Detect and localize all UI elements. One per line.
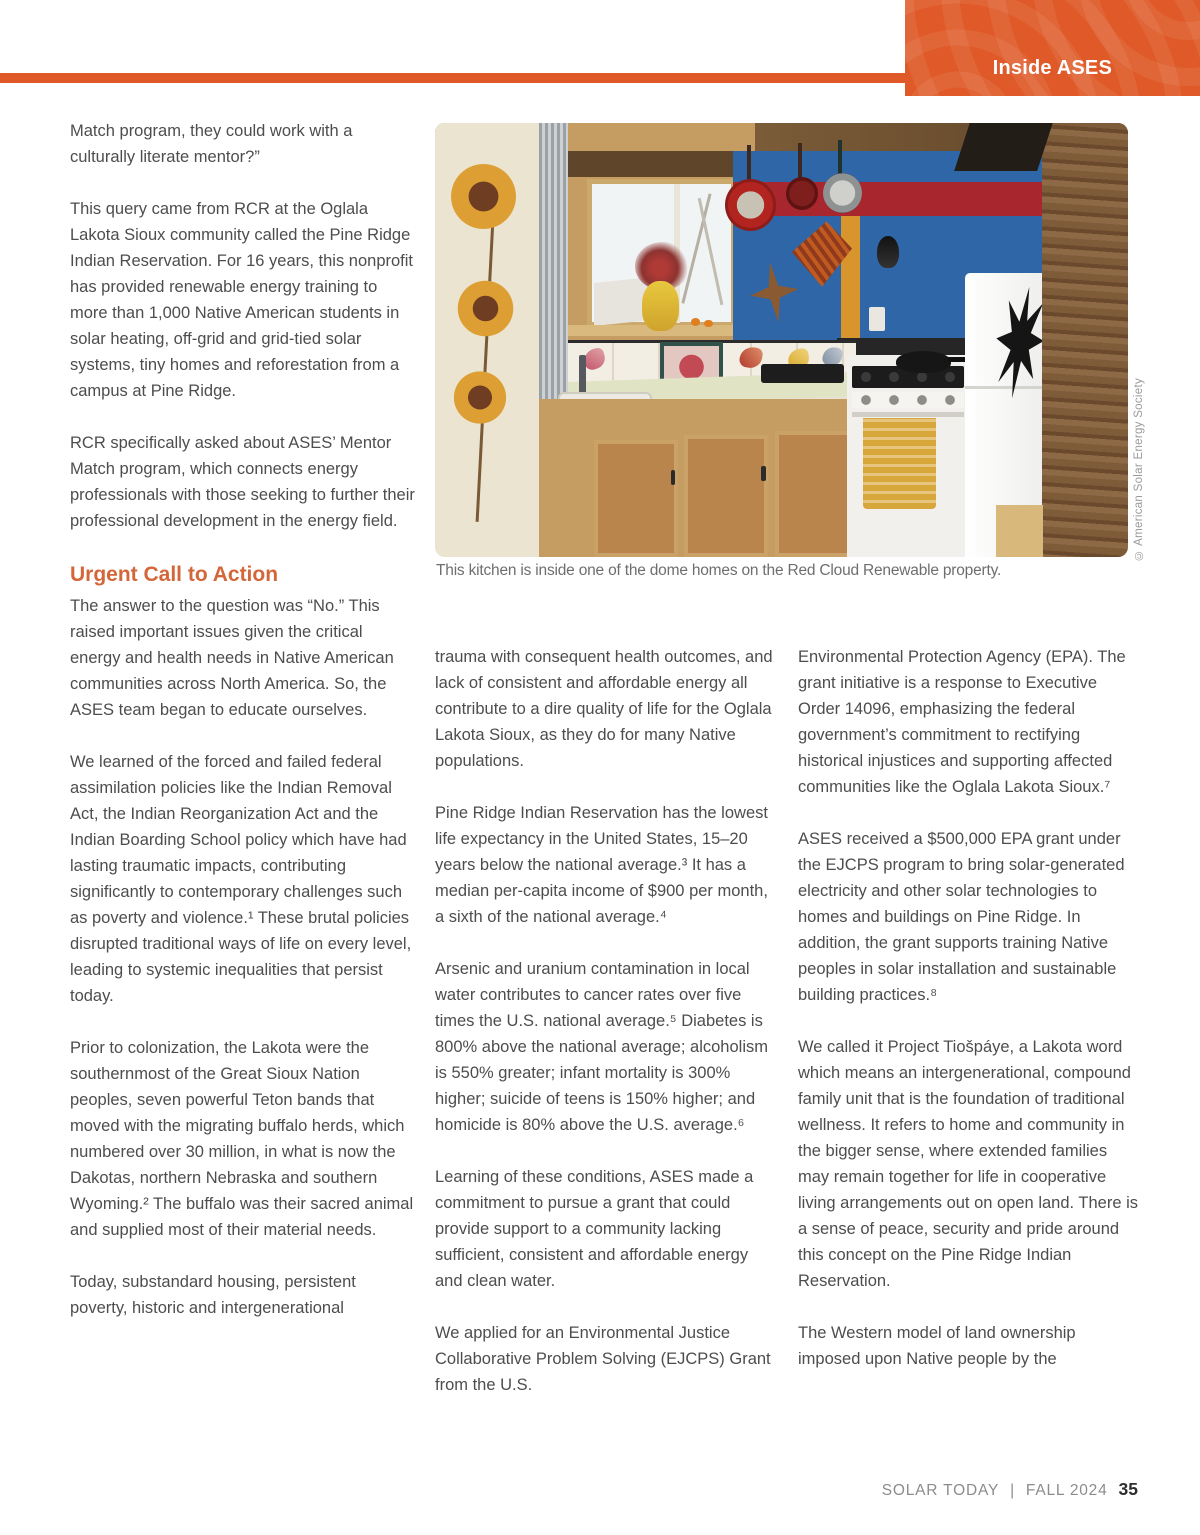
paragraph: Arsenic and uranium contamination in local water contributes to cancer rates over five times the U.S. national average.⁵ Diabetes is 800% above the national average; alcoholism is 550% greater; infant mortality is 300% higher; suicide of teens is 150% higher; and homicide is 80% above the U.S. average.⁶ xyxy=(435,960,768,1134)
footer-separator: | xyxy=(1010,1482,1015,1499)
photo-sunflower-middle xyxy=(456,279,515,338)
photo-caption: This kitchen is inside one of the dome homes on the Red Cloud Renewable property. xyxy=(436,562,1002,579)
photo-credit: © American Solar Energy Society xyxy=(1133,377,1145,561)
paragraph: Prior to colonization, the Lakota were the southernmost of the Great Sioux Nation peoples, seven powerful Teton bands that moved with the migrating buffalo herds, which numbered over 30 million, in what is now the Dakotas, northern Nebraska and southern Wyoming.² The buffalo was their sacred animal and supplied most of their material needs. xyxy=(70,1039,414,1239)
paragraph: ASES received a $500,000 EPA grant under the EJCPS program to bring solar-generated electricity and other solar technologies to homes and buildings on Pine Ridge. In addition, the grant supports training Native peoples in solar installation and sustainable building practices.⁸ xyxy=(798,830,1125,1004)
column-1 xyxy=(70,118,417,1321)
photo-refrigerator-door-seam xyxy=(965,386,1054,389)
paragraph: Environmental Protection Agency (EPA). The grant initiative is a response to Executive Order 14096, emphasizing the federal government’s commitment to rectifying historical injustices and supporting affected communities like the Oglala Lakota Sioux.⁷ xyxy=(798,648,1126,796)
page-footer xyxy=(882,1479,1138,1500)
paragraph: RCR specifically asked about ASES’ Mentor Match program, which connects energy professionals with those seeking to further their professional development in the energy field. xyxy=(70,434,415,530)
kitchen-photo xyxy=(435,123,1128,557)
photo-cabinet-handle xyxy=(761,466,766,481)
paragraph: We called it Project Tiošpáye, a Lakota word which means an intergenerational, compound family unit that is the foundation of traditional wellness. It refers to home and community in the bigger sense, where extended families may remain together for life in cooperative living arrangements out on open land. There is a sense of peace, security and pride around this concept on the Pine Ridge Indian Reservation. xyxy=(798,1038,1138,1290)
photo-oven-handle xyxy=(852,412,964,418)
photo-yellow-vase xyxy=(642,281,679,331)
paragraph: Match program, they could work with a culturally literate mentor?” xyxy=(70,122,353,166)
header-tab xyxy=(905,0,1200,96)
paragraph: Pine Ridge Indian Reservation has the lowest life expectancy in the United States, 15–20 years below the national average.³ It has a median per-capita income of $900 per month, a sixth of the national average.⁴ xyxy=(435,804,768,926)
column-2 xyxy=(435,644,777,1398)
photo-wood-stool xyxy=(996,505,1043,557)
paragraph: Today, substandard housing, persistent poverty, historic and intergenerational xyxy=(70,1273,356,1317)
photo-cabinet-handle xyxy=(671,470,676,485)
paragraph: We applied for an Environmental Justice Collaborative Problem Solving (EJCPS) Grant from the U.S. xyxy=(435,1324,771,1394)
photo-window-header-beam xyxy=(568,151,755,177)
page-number: 35 xyxy=(1118,1479,1138,1499)
photo-cabinet-door xyxy=(684,435,767,557)
paragraph: Learning of these conditions, ASES made a commitment to pursue a grant that could provide support to a community lacking sufficient, consistent and affordable energy and clean water. xyxy=(435,1168,754,1290)
photo-yellow-towel xyxy=(863,418,936,509)
photo-hanging-red-pan xyxy=(725,179,776,231)
photo-light-switch xyxy=(869,307,885,331)
photo-hanging-silver-pan xyxy=(823,173,862,213)
photo-sunflower-bottom xyxy=(452,370,507,424)
photo-pan-hook xyxy=(747,145,751,184)
paragraph: This query came from RCR at the Oglala Lakota Sioux community called the Pine Ridge Indian Reservation. For 16 years, this nonprofit has provided renewable energy training to more than 1,000 Native American students in solar heating, off-grid and grid-tied solar systems, tiny homes and reforestation from a campus at Pine Ridge. xyxy=(70,200,414,400)
column-3 xyxy=(798,644,1142,1372)
paragraph: We learned of the forced and failed federal assimilation policies like the Indian Removal Act, the Indian Reorganization Act and the Indian Boarding School policy which have had lasting traumatic impacts, contributing significantly to contemporary challenges such as poverty and violence.¹ These brutal policies disrupted traditional ways of life on every level, leading to systemic inequalities that persist today. xyxy=(70,753,412,1005)
paragraph: trauma with consequent health outcomes, and lack of consistent and affordable energy all contribute to a dire quality of life for the Oglala Lakota Sioux, as they do for many Native populations. xyxy=(435,648,773,770)
photo-stove-knobs xyxy=(852,392,964,408)
paragraph: The Western model of land ownership imposed upon Native people by the xyxy=(798,1324,1076,1368)
photo-cabinet-door xyxy=(594,440,677,557)
photo-wall-sconce xyxy=(877,236,898,269)
photo-griddle-pan xyxy=(761,364,844,384)
photo-frying-pan xyxy=(896,351,951,373)
photo-hanging-maroon-pan xyxy=(786,177,818,210)
section-heading: Urgent Call to Action xyxy=(70,563,279,586)
paragraph: The answer to the question was “No.” This raised important issues given the critical energy and health needs in Native American communities across North America. So, the ASES team began to educate ourselves. xyxy=(70,597,394,719)
footer-issue: FALL 2024 xyxy=(1025,1482,1108,1499)
photo-cabinet-door xyxy=(775,431,855,557)
photo-pan-hook xyxy=(798,143,802,182)
photo-red-wall-stripe xyxy=(733,182,1045,217)
photo-faucet xyxy=(579,355,586,394)
photo-dark-ceiling-corner xyxy=(954,123,1053,171)
section-label: Inside ASES xyxy=(992,57,1112,79)
photo-yellow-wall-stripe xyxy=(841,216,860,351)
footer-magazine-title: SOLAR TODAY xyxy=(881,1482,1000,1499)
photo-tree-trunk-post xyxy=(1042,123,1128,557)
